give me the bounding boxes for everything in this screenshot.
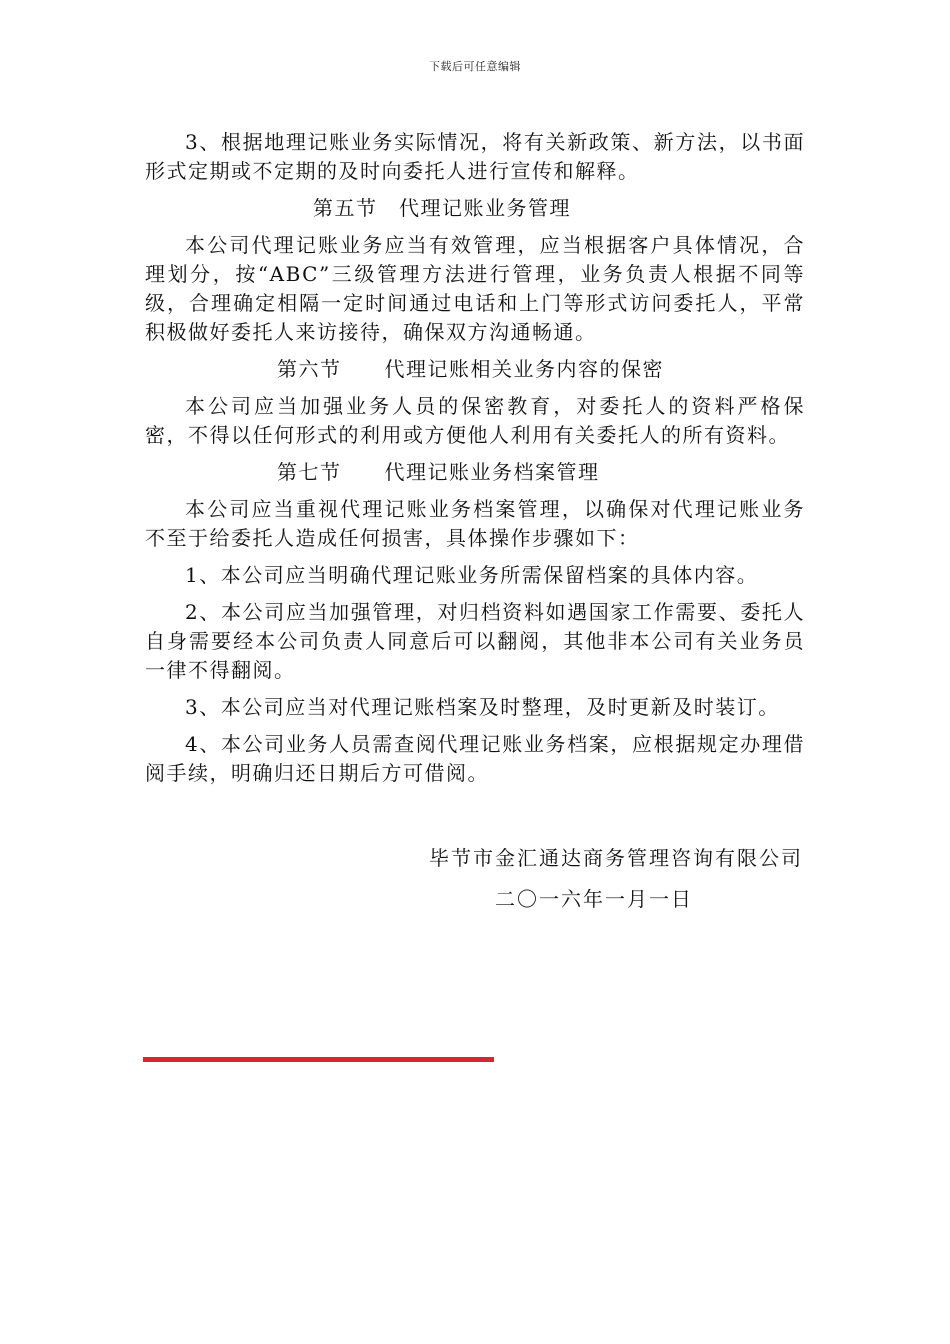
document-body xyxy=(145,128,805,914)
section-5-paragraph: 本公司代理记账业务应当有效管理，应当根据客户具体情况，合理划分，按“ABC”三级管理方法进行管理，业务负责人根据不同等级，合理确定相隔一定时间通过电话和上门等形式访问委托人，平常积极做好委托人来访接待，确保双方沟通畅通。 xyxy=(145,233,805,344)
paragraph-policy: 3、根据地理记账业务实际情况，将有关新政策、新方法，以书面形式定期或不定期的及时向委托人进行宣传和解释。 xyxy=(145,130,805,183)
section-7-paragraph: 本公司应当重视代理记账业务档案管理，以确保对代理记账业务不至于给委托人造成任何损害，具体操作步骤如下： xyxy=(145,497,805,550)
signature-date: 二〇一六年一月一日 xyxy=(495,887,693,911)
section-6-paragraph: 本公司应当加强业务人员的保密教育，对委托人的资料严格保密，不得以任何形式的利用或方便他人利用有关委托人的所有资料。 xyxy=(145,394,805,447)
section-6-heading: 第六节 代理记账相关业务内容的保密 xyxy=(277,357,664,381)
red-divider xyxy=(143,1057,494,1062)
list-item: 4、本公司业务人员需查阅代理记账业务档案，应根据规定办理借阅手续，明确归还日期后方可借阅。 xyxy=(145,732,805,785)
signature-company: 毕节市金汇通达商务管理咨询有限公司 xyxy=(429,846,803,870)
list-item: 3、本公司应当对代理记账档案及时整理，及时更新及时装订。 xyxy=(185,695,780,719)
list-item: 1、本公司应当明确代理记账业务所需保留档案的具体内容。 xyxy=(185,563,759,587)
list-item: 2、本公司应当加强管理，对归档资料如遇国家工作需要、委托人自身需要经本公司负责人同意后可以翻阅，其他非本公司有关业务员一律不得翻阅。 xyxy=(145,600,805,682)
section-7-heading: 第七节 代理记账业务档案管理 xyxy=(277,460,600,484)
section-5-heading: 第五节 代理记账业务管理 xyxy=(313,196,571,220)
spacer xyxy=(145,796,805,844)
header-note: 下载后可任意编辑 xyxy=(429,60,521,73)
